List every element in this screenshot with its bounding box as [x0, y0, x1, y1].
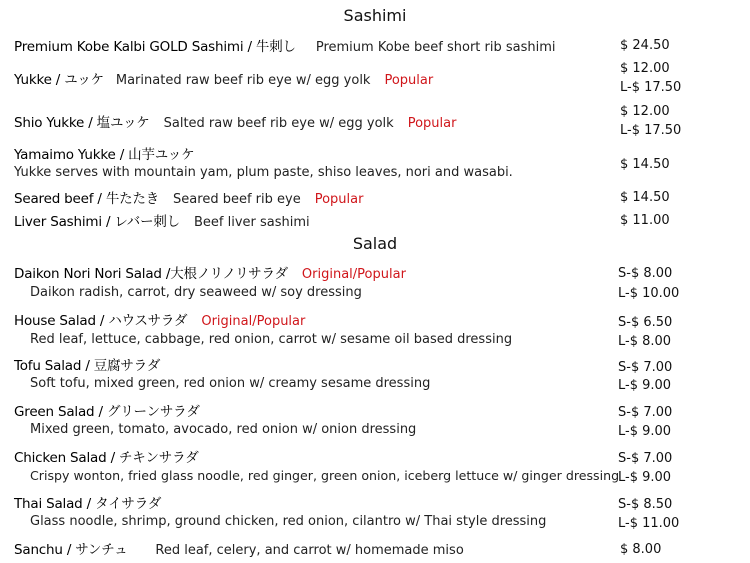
price-large: L-$ 9.00: [618, 470, 672, 485]
item-description: Seared beef rib eye: [173, 192, 301, 207]
item-description: Mixed green, tomato, avocado, red onion w/ onion dressing: [30, 422, 417, 437]
price-large: L-$ 11.00: [618, 516, 680, 531]
item-name: Seared beef / 牛たたき: [14, 191, 160, 207]
item-name: Sanchu / サンチュ: [14, 542, 128, 558]
item-description: Salted raw beef rib eye w/ egg yolk: [163, 116, 394, 131]
price: $ 12.00: [620, 61, 670, 76]
item-description: Marinated raw beef rib eye w/ egg yolk: [115, 73, 371, 88]
price: $ 11.00: [620, 213, 670, 228]
price-large: L-$ 10.00: [618, 286, 680, 301]
price-small: S-$ 8.50: [618, 497, 673, 512]
item-description: Red leaf, celery, and carrot w/ homemade miso: [155, 543, 464, 558]
item-name: Yukke / ユッケ: [14, 72, 104, 88]
popular-tag: Popular: [384, 73, 434, 88]
item-description: Soft tofu, mixed green, red onion w/ creamy sesame dressing: [30, 376, 431, 391]
price: $ 8.00: [620, 542, 662, 557]
popular-tag: Original/Popular: [301, 267, 406, 282]
popular-tag: Original/Popular: [201, 314, 306, 329]
price: $ 24.50: [620, 38, 670, 53]
item-name: House Salad / ハウスサラダ: [14, 313, 188, 329]
price: $ 14.50: [620, 157, 670, 172]
price-small: S-$ 7.00: [618, 405, 673, 420]
popular-tag: Popular: [407, 116, 457, 131]
item-name: Liver Sashimi / レバー刺し: [14, 214, 180, 230]
price-small: S-$ 7.00: [618, 360, 673, 375]
price: $ 14.50: [620, 190, 670, 205]
item-description: Glass noodle, shrimp, ground chicken, red onion, cilantro w/ Thai style dressing: [30, 514, 547, 529]
price-large: L-$ 8.00: [618, 334, 672, 349]
price-small: S-$ 8.00: [618, 266, 673, 281]
item-description: Red leaf, lettuce, cabbage, red onion, carrot w/ sesame oil based dressing: [30, 332, 513, 347]
price-small: S-$ 7.00: [618, 451, 673, 466]
price-large: L-$ 17.50: [620, 80, 682, 95]
item-name: Green Salad / グリーンサラダ: [14, 404, 200, 420]
item-description: Beef liver sashimi: [193, 215, 310, 230]
item-name: Chicken Salad / チキンサラダ: [14, 450, 199, 466]
price-small: S-$ 6.50: [618, 315, 673, 330]
item-name: Premium Kobe Kalbi GOLD Sashimi / 牛刺し: [14, 39, 296, 55]
item-name: Tofu Salad / 豆腐サラダ: [14, 358, 161, 374]
item-description: Premium Kobe beef short rib sashimi: [315, 40, 556, 55]
price-large: L-$ 9.00: [618, 378, 672, 393]
item-description: Daikon radish, carrot, dry seaweed w/ soy dressing: [30, 285, 362, 300]
popular-tag: Popular: [314, 192, 364, 207]
price-large: L-$ 9.00: [618, 424, 672, 439]
item-name: Daikon Nori Nori Salad /大根ノリノリサラダ: [14, 266, 288, 282]
item-name: Thai Salad / タイサラダ: [14, 496, 162, 512]
section-title-sashimi: Sashimi: [343, 6, 407, 25]
price: $ 12.00: [620, 104, 670, 119]
item-name: Shio Yukke / 塩ユッケ: [14, 115, 150, 131]
item-name: Yamaimo Yukke / 山芋ユッケ: [14, 147, 195, 163]
item-description: Yukke serves with mountain yam, plum paste, shiso leaves, nori and wasabi.: [14, 165, 513, 180]
price-large: L-$ 17.50: [620, 123, 682, 138]
section-title-salad: Salad: [352, 234, 398, 253]
item-description: Crispy wonton, fried glass noodle, red ginger, green onion, iceberg lettuce w/ ginger dressing: [30, 468, 620, 483]
